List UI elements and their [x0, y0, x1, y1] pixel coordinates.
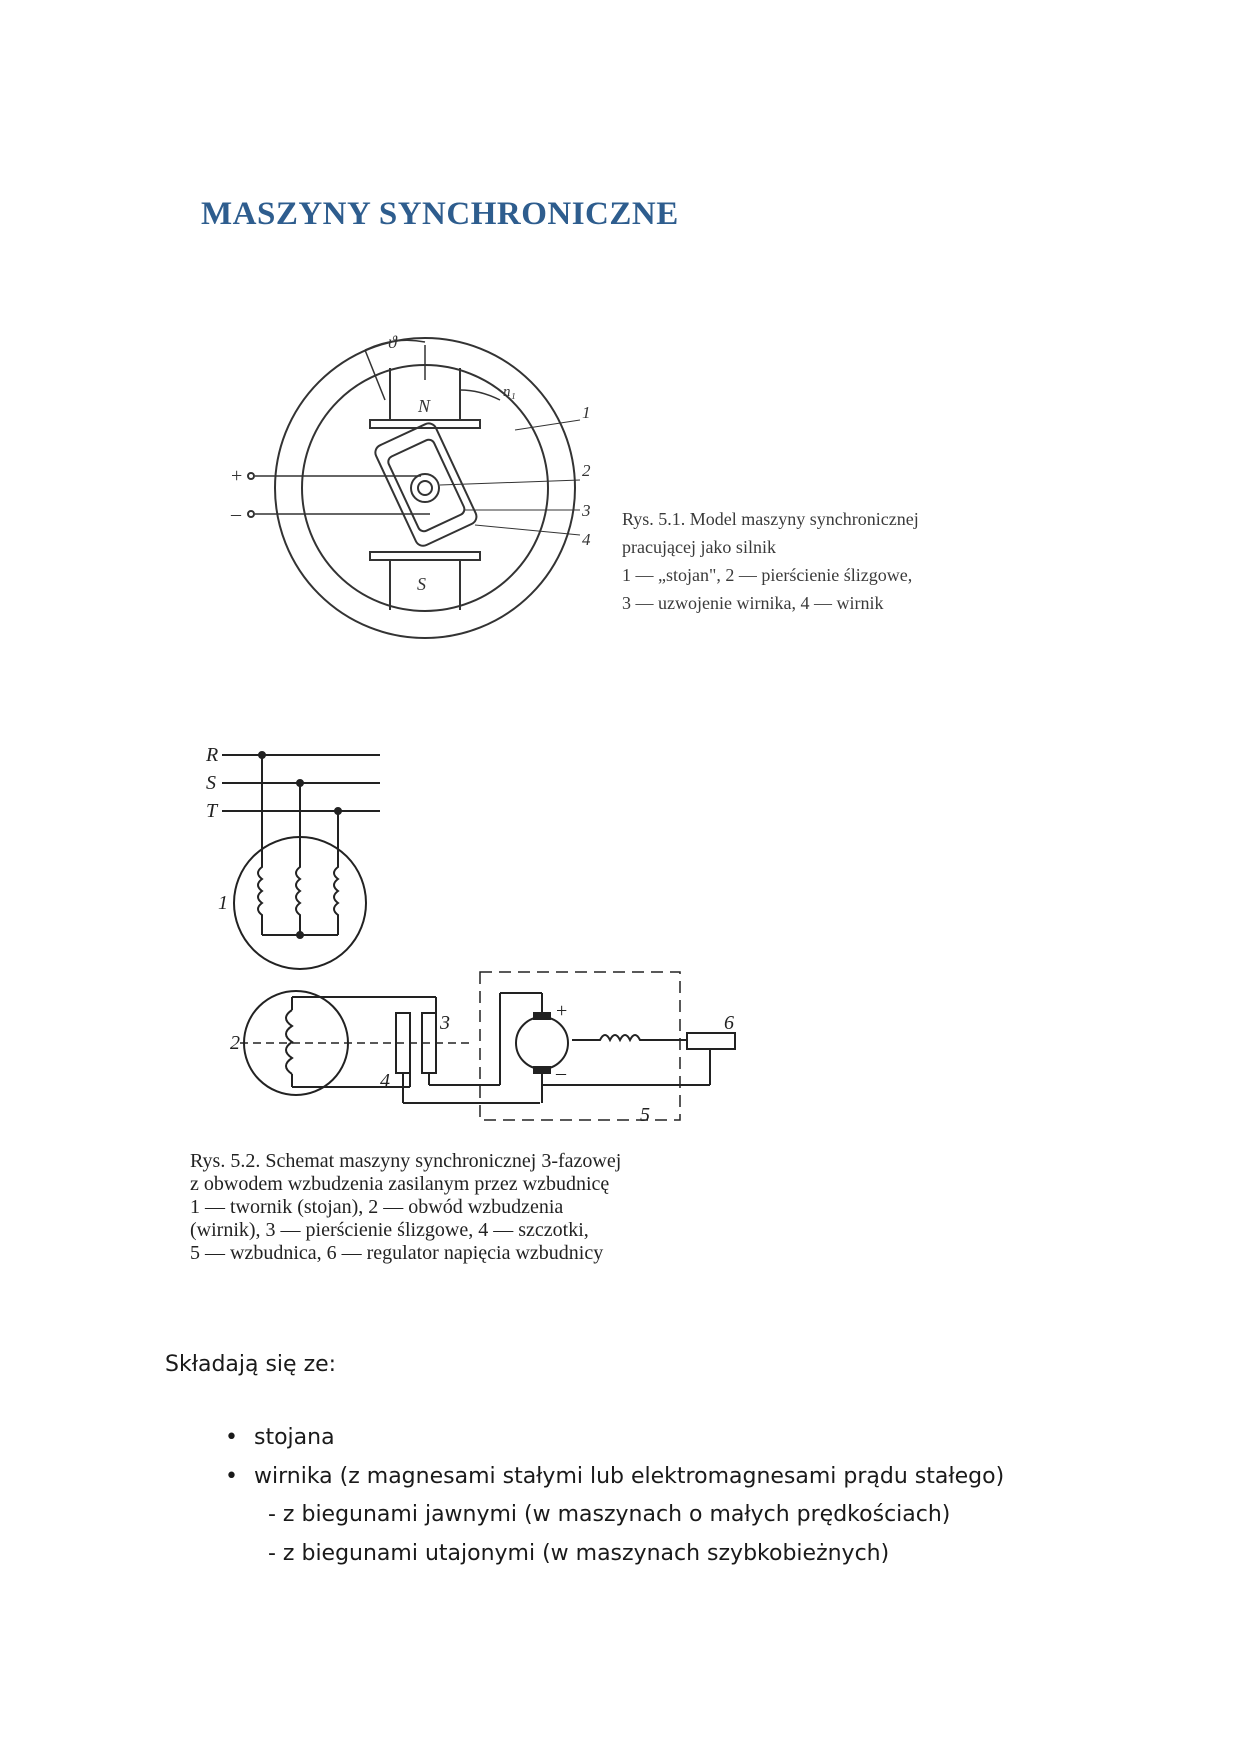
minus-label: – [556, 1062, 566, 1084]
figure2-caption-line: 5 — wzbudnica, 6 — regulator napięcia wzbudnicy [190, 1242, 604, 1264]
phase-S-label: S [206, 772, 216, 794]
label-2: 2 [582, 461, 591, 480]
intro-text: Składają się ze: [165, 1352, 337, 1377]
phase-R-label: R [206, 744, 219, 766]
label-2: 2 [230, 1032, 240, 1054]
figure2-caption-line: 1 — twornik (stojan), 2 — obwód wzbudzenia [190, 1196, 564, 1218]
page-title: MASZYNY SYNCHRONICZNE [201, 196, 679, 232]
label-1: 1 [582, 403, 591, 422]
label-4: 4 [380, 1070, 390, 1092]
label-1: 1 [218, 892, 228, 914]
list-item-text: wirnika (z magnesami stałymi lub elektromagnesami prądu stałego) [254, 1464, 1005, 1489]
sub-item: - z biegunami jawnymi (w maszynach o małych prędkościach) [268, 1502, 951, 1527]
figure1-caption-line: 3 — uzwojenie wirnika, 4 — wirnik [622, 593, 884, 613]
speed-label: n₁ [503, 384, 516, 400]
north-pole-label: N [418, 396, 431, 416]
figure2-caption-line: Rys. 5.2. Schemat maszyny synchronicznej 3-fazowej [190, 1150, 622, 1172]
figure2-caption [190, 1150, 730, 1265]
list-item [225, 1464, 1004, 1489]
phase-T-label: T [206, 800, 218, 822]
label-3: 3 [440, 1012, 450, 1034]
figure-three-phase-schematic [200, 735, 760, 1145]
figure1-caption-line: pracującej jako silnik [622, 537, 776, 557]
sub-item: - z biegunami utajonymi (w maszynach szybkobieżnych) [268, 1541, 890, 1566]
label-3: 3 [582, 501, 591, 520]
bullet-icon: • [225, 1464, 238, 1489]
figure1-caption [622, 505, 1022, 617]
south-pole-label: S [417, 574, 426, 594]
figure1-caption-line: Rys. 5.1. Model maszyny synchronicznej [622, 509, 919, 529]
figure1-caption-line: 1 — „stojan", 2 — pierścienie ślizgowe, [622, 565, 913, 585]
label-5: 5 [640, 1104, 650, 1126]
list-item [225, 1425, 335, 1450]
figure-synchronous-motor-model [225, 320, 615, 640]
minus-terminal-label: – [231, 503, 241, 525]
label-4: 4 [582, 530, 591, 549]
plus-terminal-label: + [231, 465, 243, 487]
label-6: 6 [724, 1012, 734, 1034]
plus-label: + [556, 1000, 568, 1022]
angle-label: ϑ [388, 332, 397, 352]
list-item-text: stojana [254, 1425, 335, 1450]
figure2-caption-line: (wirnik), 3 — pierścienie ślizgowe, 4 — szczotki, [190, 1219, 589, 1241]
figure2-caption-line: z obwodem wzbudzenia zasilanym przez wzbudnicę [190, 1173, 610, 1195]
bullet-icon: • [225, 1425, 238, 1450]
